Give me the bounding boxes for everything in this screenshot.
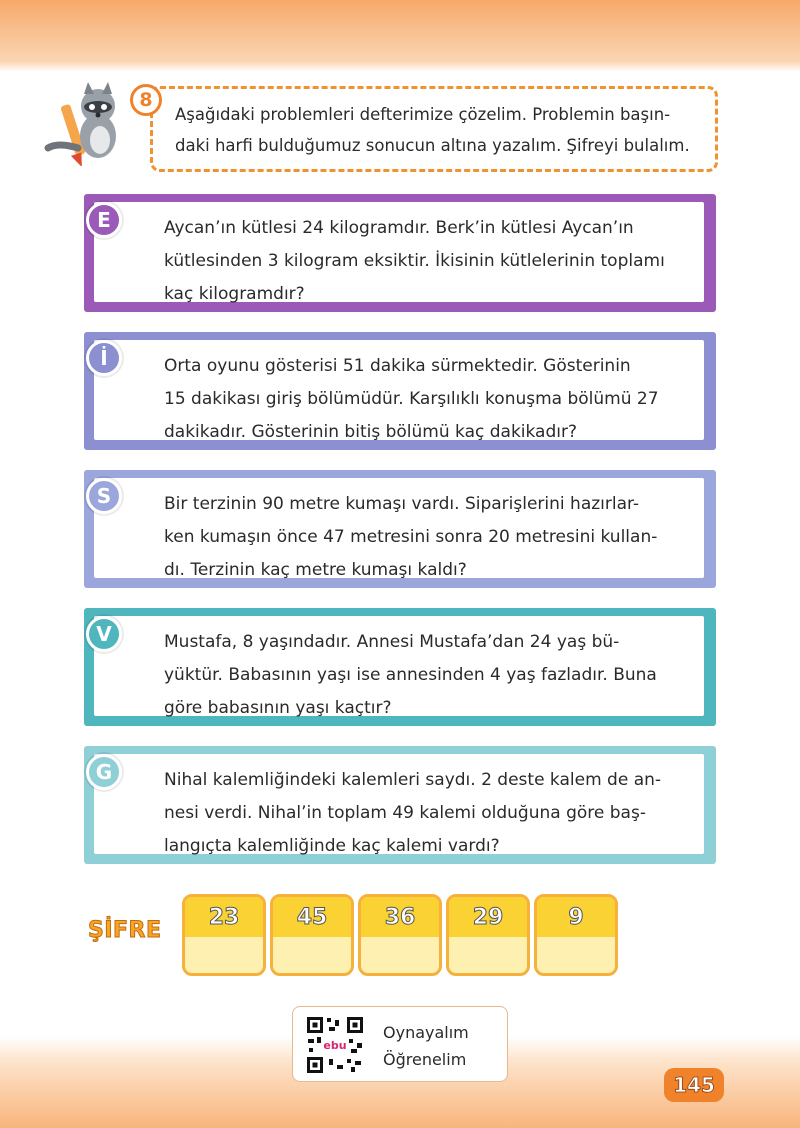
question-text-line: Orta oyunu gösterisi 51 dakika sürmektedir. Gösterinin [164, 356, 631, 376]
cipher-number: 23 [185, 897, 263, 937]
cipher-number: 36 [361, 897, 439, 937]
question-card-s [84, 470, 716, 588]
raccoon-mascot-icon [38, 76, 128, 166]
qr-label-line-1: Oynayalım [383, 1023, 469, 1042]
cipher-number: 29 [449, 897, 527, 937]
cipher-box [270, 894, 354, 976]
cipher-answer-slot[interactable] [537, 937, 615, 975]
instruction-box [150, 86, 718, 172]
cipher-label: ŞİFRE [88, 918, 162, 943]
instruction-line-1: Aşağıdaki problemleri defterimize çözelim. Problemin başın- [175, 105, 671, 124]
question-text-line: yüktür. Babasının yaşı ise annesinden 4 yaş fazladır. Buna [164, 665, 657, 685]
cipher-answer-slot[interactable] [273, 937, 351, 975]
question-letter-badge: İ [86, 340, 122, 376]
question-card-e [84, 194, 716, 312]
question-card-g [84, 746, 716, 864]
question-text-line: ken kumaşın önce 47 metresini sonra 20 metresini kullan- [164, 527, 658, 547]
qr-card[interactable] [292, 1006, 508, 1082]
question-text-line: langıçta kalemliğinde kaç kalemi vardı? [164, 836, 500, 856]
page-number: 145 [664, 1068, 724, 1102]
question-text-line: kütlesinden 3 kilogram eksiktir. İkisinin kütlelerinin toplamı [164, 251, 665, 271]
question-text-line: 15 dakikası giriş bölümüdür. Karşılıklı konuşma bölümü 27 [164, 389, 659, 409]
cipher-number: 45 [273, 897, 351, 937]
question-card-v [84, 608, 716, 726]
step-number-badge: 8 [130, 84, 162, 116]
qr-label-line-2: Öğrenelim [383, 1050, 467, 1069]
cipher-answer-slot[interactable] [449, 937, 527, 975]
question-text-line: göre babasının yaşı kaçtır? [164, 698, 392, 718]
question-text-line: Aycan’ın kütlesi 24 kilogramdır. Berk’in kütlesi Aycan’ın [164, 218, 634, 238]
question-letter-badge: V [86, 616, 122, 652]
question-letter-badge: S [86, 478, 122, 514]
question-text-line: Mustafa, 8 yaşındadır. Annesi Mustafa’dan 24 yaş bü- [164, 632, 620, 652]
question-text-line: dı. Terzinin kaç metre kumaşı kaldı? [164, 560, 467, 580]
cipher-box [358, 894, 442, 976]
question-text-line: kaç kilogramdır? [164, 284, 305, 304]
cipher-answer-slot[interactable] [361, 937, 439, 975]
question-text-line: dakikadır. Gösterinin bitiş bölümü kaç dakikadır? [164, 422, 578, 442]
question-text-line: nesi verdi. Nihal’in toplam 49 kalemi olduğuna göre baş- [164, 803, 646, 823]
question-card-i [84, 332, 716, 450]
question-text-line: Nihal kalemliğindeki kalemleri saydı. 2 deste kalem de an- [164, 770, 662, 790]
question-letter-badge: G [86, 754, 122, 790]
instruction-line-2: daki harfi bulduğumuz sonucun altına yazalım. Şifreyi bulalım. [175, 136, 690, 155]
cipher-box [182, 894, 266, 976]
cipher-box [534, 894, 618, 976]
cipher-box [446, 894, 530, 976]
svg-text:ebu: ebu [323, 1039, 347, 1052]
question-text-line: Bir terzinin 90 metre kumaşı vardı. Siparişlerini hazırlar- [164, 494, 640, 514]
cipher-number: 9 [537, 897, 615, 937]
qr-code-icon [305, 1015, 365, 1075]
cipher-answer-slot[interactable] [185, 937, 263, 975]
question-letter-badge: E [86, 202, 122, 238]
top-decorative-band [0, 0, 800, 72]
